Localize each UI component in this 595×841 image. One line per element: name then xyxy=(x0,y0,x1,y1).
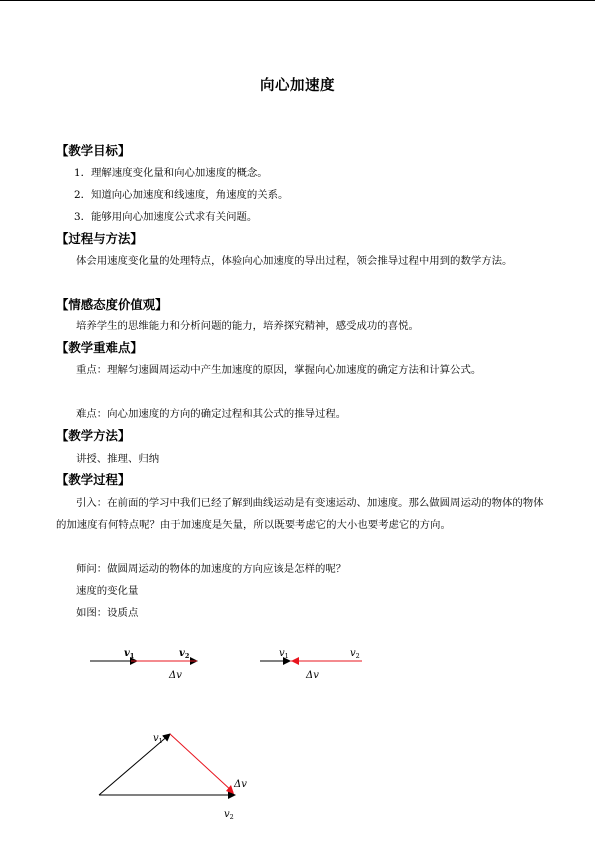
label-v2-b: $v_2$ xyxy=(350,648,360,660)
procedure-intro-text: 引入：在前面的学习中我们已经了解到曲线运动是有变速运动、加速度。那么做圆周运动的物体的物体的加速度有何特点呢？由于加速度是矢量，所以既要考虑它的大小也要考虑它的方向。 xyxy=(56,497,544,531)
procedure-topic-text: 速度的变化量 xyxy=(76,585,139,597)
goal-item-3: 3．能够用向心加速度公式求有关问题。 xyxy=(74,211,258,223)
label-v2-c: $v_2$ xyxy=(224,809,234,821)
methods-text: 讲授、推理、归纳 xyxy=(76,453,160,465)
section-heading-process-method: 【过程与方法】 xyxy=(56,231,143,246)
difficult-point-text: 难点：向心加速度的方向的确定过程和其公式的推导过程。 xyxy=(76,408,347,420)
diagram-vector-triangle xyxy=(99,733,247,821)
goal-item-1: 1．理解速度变化量和向心加速度的概念。 xyxy=(74,167,268,179)
label-v2: $v_2$ xyxy=(179,648,190,660)
label-delta-v: Δv xyxy=(169,670,182,681)
goal-item-2: 2．知道向心加速度和线速度，角速度的关系。 xyxy=(74,189,289,201)
diagram-opposite-direction xyxy=(260,648,362,681)
section-heading-key-points: 【教学重难点】 xyxy=(56,340,143,355)
process-method-text: 体会用速度变化量的处理特点，体验向心加速度的导出过程，领会推导过程中用到的数学方法。 xyxy=(76,255,513,267)
key-point-text: 重点：理解匀速圆周运动中产生加速度的原因，掌握向心加速度的确定方法和计算公式。 xyxy=(76,364,482,376)
label-v1-c: $v_1$ xyxy=(153,733,163,745)
attitude-text: 培养学生的思维能力和分析问题的能力，培养探究精神，感受成功的喜悦。 xyxy=(76,320,419,332)
section-heading-methods: 【教学方法】 xyxy=(56,428,131,443)
diagram-same-direction xyxy=(90,648,197,681)
delta-v-arrowhead xyxy=(291,657,299,665)
procedure-question-text: 师问：做圆周运动的物体的加速度的方向应该是怎样的呢？ xyxy=(76,563,347,575)
label-v1-b: $v_1$ xyxy=(279,648,289,660)
document-title: 向心加速度 xyxy=(260,78,335,94)
delta-v-vector xyxy=(170,734,233,792)
section-heading-attitude: 【情感态度价值观】 xyxy=(56,297,168,312)
section-heading-procedure: 【教学过程】 xyxy=(56,472,131,487)
procedure-figure-intro: 如图：设质点 xyxy=(76,607,139,619)
label-v1: $v_1$ xyxy=(124,648,135,660)
label-delta-v-b: Δv xyxy=(306,670,319,681)
section-heading-goals: 【教学目标】 xyxy=(56,143,131,158)
label-delta-v-c: Δv xyxy=(234,779,247,790)
